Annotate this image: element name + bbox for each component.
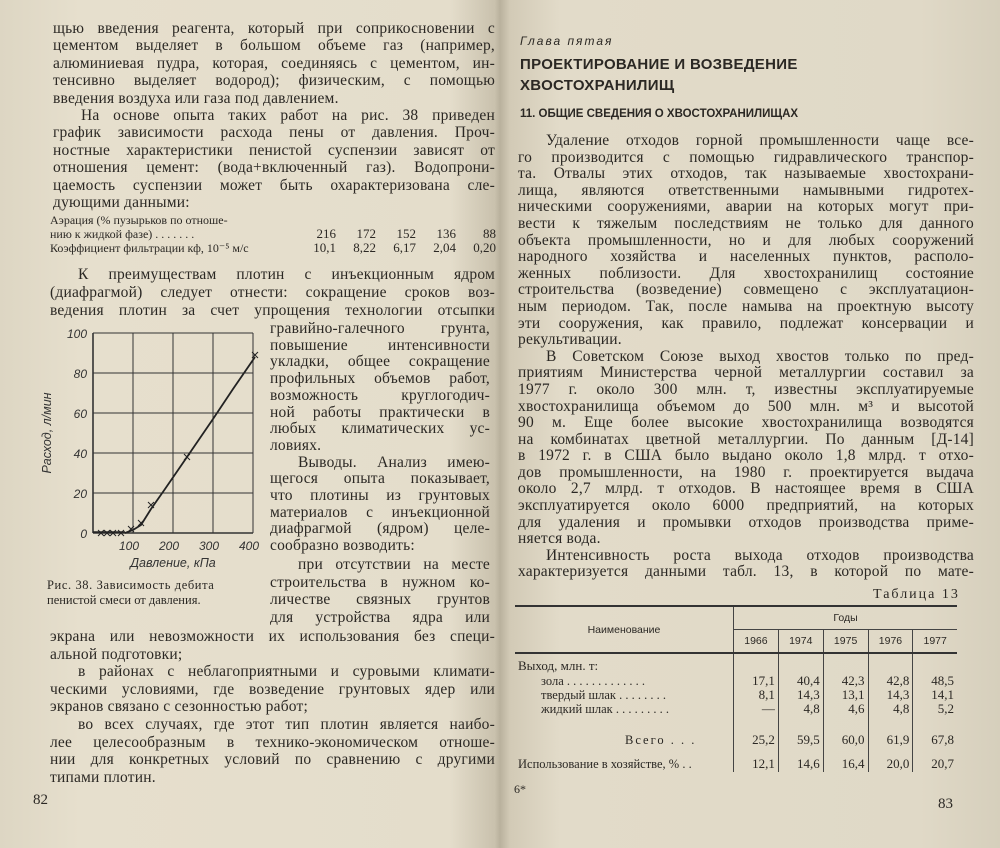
aeration-value: 216	[316, 226, 336, 241]
text-line: В Советском Союзе выход хвостов только по пред-	[546, 347, 974, 365]
text-line: при отсутствии на месте	[298, 556, 490, 573]
text-line: щью введения реагента, который при соприкосновении с	[53, 20, 495, 37]
text-line: дов промышленности, на 1980 г. проектируется выдача	[518, 463, 974, 481]
y-tick-label: 100	[66, 327, 87, 341]
aeration-value: 88	[483, 226, 496, 241]
text-line: щегося опыта показывает,	[270, 470, 490, 488]
figure-caption	[47, 578, 214, 608]
text-line: на комбинатах цветной металлургии. По данным [Д-14]	[518, 430, 974, 448]
text-line: характеризуется данными табл. 13, в которой по мате-	[518, 563, 974, 581]
y-tick-label: 60	[73, 407, 87, 421]
text-line: рекультивации.	[518, 331, 622, 349]
text-line: профильных объемов работ,	[270, 370, 490, 388]
row-label: Всего . . .	[625, 732, 697, 747]
x-axis-label: Давление, кПа	[130, 556, 216, 570]
text-line: экранов связано с сезонностью работ;	[50, 698, 309, 716]
y-tick-label: 20	[73, 487, 87, 501]
text-line: экрана или невозможности их использования без специ-	[50, 628, 495, 645]
y-axis-label: Расход, л/мин	[40, 392, 54, 474]
cell-value: 12,1	[734, 748, 779, 772]
text-line: ной работы практически в	[270, 403, 490, 421]
filtration-value: 6,17	[393, 240, 416, 255]
text-line: женных поблизости. Для хвостохранилищ состояние	[518, 264, 974, 282]
text-line: Выводы. Анализ имею-	[298, 453, 490, 471]
text-line: укладки, общее сокращение	[270, 353, 490, 371]
chapter-title	[520, 54, 798, 96]
text-line: отношения цемент: (вода+включенный газ). Водопрони-	[53, 159, 495, 177]
x-tick-label: 100	[118, 539, 140, 553]
cell-value: 4,8	[778, 702, 823, 716]
data-curve	[125, 357, 255, 533]
cell-value: 14,3	[868, 688, 913, 702]
text-line: приятиям Министерства черной металлургии составил за	[518, 364, 974, 382]
cell-value: 4,6	[823, 702, 868, 716]
caption-line: Рис. 38. Зависимость дебита	[47, 578, 215, 592]
aeration-value: 172	[356, 226, 376, 241]
left-advantages-text	[50, 266, 495, 320]
cell-value: 59,5	[778, 716, 823, 748]
text-line: ным периодом. Так, после намыва на проектную высоту	[518, 297, 974, 315]
left-intro-text	[53, 20, 495, 211]
text-line: хвостохранилища объемом до 500 млн. м³ и высотой	[518, 397, 974, 415]
text-line: го производится с помощью гидравлического транспор-	[518, 148, 974, 166]
cell-value: 67,8	[913, 716, 957, 748]
text-line: 1977 г. около 300 млн. т, известны эксплуатируемые	[518, 380, 974, 398]
text-line: Удаление отходов горной промышленности чаще все-	[546, 132, 974, 149]
aeration-label-cont: нию к жидкой фазе) . . . . . . .	[50, 227, 195, 241]
cell-value: 25,2	[734, 716, 779, 748]
text-line: ническими сооружениями, аварии на которых могут при-	[518, 198, 974, 216]
text-line: во всех случаях, где этот тип плотин является наибо-	[78, 715, 495, 733]
row-label: зола . . . . . . . . . . . . .	[541, 674, 645, 688]
y-tick-label: 40	[73, 447, 87, 461]
text-line: в 1972 г. в США было выдано около 1,8 млрд. т отхо-	[518, 447, 974, 465]
text-line: для устройства ядра или	[270, 608, 490, 626]
text-line: возможность круглогодич-	[270, 386, 490, 404]
cell-value: 48,5	[913, 674, 957, 688]
text-line: типами плотин.	[50, 768, 156, 786]
year-header: 1976	[868, 630, 913, 654]
text-line: в районах с неблагоприятными и суровыми климати-	[78, 663, 495, 681]
cell-value: 20,0	[868, 748, 913, 772]
table-row	[515, 748, 957, 772]
text-line: личестве связных грунтов	[270, 591, 490, 608]
right-body-text	[518, 133, 974, 581]
group-label: Выход, млн. т:	[518, 658, 599, 673]
text-line: цементом выделяет в большом объеме газ (например,	[53, 37, 495, 55]
text-line: эксплуатируется около 6000 предприятий, на которых	[518, 497, 974, 515]
cell-value: 14,6	[778, 748, 823, 772]
filtration-value: 2,04	[433, 240, 456, 255]
table-caption: Таблица 13	[873, 587, 960, 602]
cell-value: —	[734, 702, 779, 716]
text-line: алюминиевая пудра, которая, соединяясь с цементом, ин-	[53, 54, 495, 72]
aeration-data	[50, 213, 498, 255]
section-heading: 11. ОБЩИЕ СВЕДЕНИЯ О ХВОСТОХРАНИЛИЩАХ	[520, 108, 799, 120]
left-side-text	[270, 321, 490, 555]
year-header: 1977	[913, 630, 957, 654]
text-line: материалов с инъекционной	[270, 503, 490, 521]
table-row	[515, 688, 957, 702]
text-line: что плотины из грунтовых	[270, 487, 490, 505]
text-line: нии для конкретных условий по сравнению с другими	[50, 751, 495, 769]
text-line: Интенсивность роста выхода отходов производства	[546, 546, 974, 564]
text-line: та. Отвалы этих отходов, так называемые хвостохрани-	[518, 165, 974, 183]
aeration-label: Аэрация (% пузырьков по отноше-	[50, 213, 228, 227]
year-header: 1975	[823, 630, 868, 654]
left-bottom-text	[50, 628, 495, 786]
text-line: эти сооружения, как правило, подлежат консервации и	[518, 314, 974, 332]
text-line: график зависимости расхода пены от давления. Проч-	[53, 124, 495, 142]
text-line: (диафрагмой) следует отнести: сокращение сроков воз-	[50, 284, 495, 301]
chapter-title-line: ПРОЕКТИРОВАНИЕ И ВОЗВЕДЕНИЕ	[520, 56, 798, 73]
cell-value: 16,4	[823, 748, 868, 772]
text-line: сообразно возводить:	[270, 537, 415, 555]
text-line: около 2,7 млрд. т отходов. В настоящее время в США	[518, 480, 974, 498]
text-line: дующими данными:	[53, 194, 190, 212]
text-line: лее целесообразным в технико-экономическом отноше-	[50, 733, 495, 751]
data-point-marker	[184, 454, 190, 460]
text-line: 90 м. Еще более высокие хвостохранилища возводятся	[518, 414, 974, 432]
text-line: строительства в нужном ко-	[270, 573, 490, 591]
chapter-label: Глава пятая	[520, 34, 614, 48]
table-13	[515, 605, 957, 772]
text-line: К преимуществам плотин с инъекционным ядром	[78, 266, 495, 283]
cell-value: 20,7	[913, 748, 957, 772]
years-header: Годы	[734, 606, 958, 630]
y-tick-label: 0	[80, 527, 87, 541]
filtration-value: 0,20	[473, 240, 496, 255]
text-line: для удаления и промывки отходов производства приме-	[518, 513, 974, 531]
aeration-value: 136	[436, 226, 456, 241]
page-number-left: 82	[33, 792, 48, 808]
cell-value: 17,1	[734, 674, 779, 688]
text-line: народного хозяйства и населенных пунктов, располо-	[518, 248, 974, 266]
cell-value: 60,0	[823, 716, 868, 748]
name-header: Наименование	[515, 606, 734, 653]
cell-value: 61,9	[868, 716, 913, 748]
x-tick-label: 200	[158, 539, 180, 553]
figure-38-chart	[40, 320, 270, 576]
row-label: Использование в хозяйстве, % . .	[518, 756, 692, 771]
x-tick-label: 300	[198, 539, 220, 553]
text-line: строительства (возведение) совмещено с эксплуатацион-	[518, 281, 974, 299]
page-number-right: 83	[938, 796, 953, 812]
text-line: повышение интенсивности	[270, 336, 490, 354]
text-line: ческими условиями, где возведение грунтовых ядер или	[50, 680, 495, 698]
text-line: введения воздуха или газа под давлением.	[53, 89, 339, 107]
y-tick-label: 80	[73, 367, 87, 381]
text-line: гравийно-галечного грунта,	[270, 320, 490, 337]
text-line: ностные характеристики пенистой суспензии зависят от	[53, 141, 495, 159]
cell-value: 4,8	[868, 702, 913, 716]
text-line: няется вода.	[518, 530, 601, 548]
table-row	[515, 716, 957, 748]
filtration-value: 10,1	[313, 240, 336, 255]
text-line: лища, являются ответственными намывными гидротех-	[518, 181, 974, 199]
year-header: 1966	[734, 630, 779, 654]
x-tick-label: 400	[238, 539, 260, 553]
row-label: твердый шлак . . . . . . . .	[541, 688, 666, 702]
cell-value: 42,8	[868, 674, 913, 688]
text-line: любых климатических ус-	[270, 420, 490, 438]
aeration-value: 152	[396, 226, 416, 241]
left-side-text-2	[270, 556, 490, 626]
cell-value: 13,1	[823, 688, 868, 702]
cell-value: 42,3	[823, 674, 868, 688]
text-line: ведения плотин за счет упрощения технологии отсыпки	[50, 302, 495, 319]
cell-value: 8,1	[734, 688, 779, 702]
cell-value: 14,1	[913, 688, 957, 702]
text-line: альной подготовки;	[50, 645, 183, 663]
text-line: вести к тяжелым последствиям не только для данного	[518, 214, 974, 232]
signature-mark: 6*	[514, 782, 526, 796]
text-line: ловиях.	[270, 436, 322, 454]
text-line: объекта промышленности, но и для любых сооружений	[518, 231, 974, 249]
table-row	[515, 674, 957, 688]
text-line: цаемость суспензии может быть охарактеризована сле-	[53, 176, 495, 194]
row-label: жидкий шлак . . . . . . . . .	[541, 702, 669, 716]
year-header: 1974	[778, 630, 823, 654]
cell-value: 5,2	[913, 702, 957, 716]
filtration-label: Коэффициент фильтрации кф, 10⁻⁵ м/с	[50, 241, 249, 255]
filtration-value: 8,22	[353, 240, 376, 255]
chapter-title-line: ХВОСТОХРАНИЛИЩ	[520, 77, 675, 94]
text-line: На основе опыта таких работ на рис. 38 приведен	[81, 107, 495, 125]
table-row	[515, 702, 957, 716]
caption-line: пенистой смеси от давления.	[47, 593, 201, 607]
text-line: диафрагмой (ядром) целе-	[270, 520, 490, 538]
text-line: тенсивно выделяет водород); физическим, с помощью	[53, 72, 495, 90]
cell-value: 14,3	[778, 688, 823, 702]
cell-value: 40,4	[778, 674, 823, 688]
